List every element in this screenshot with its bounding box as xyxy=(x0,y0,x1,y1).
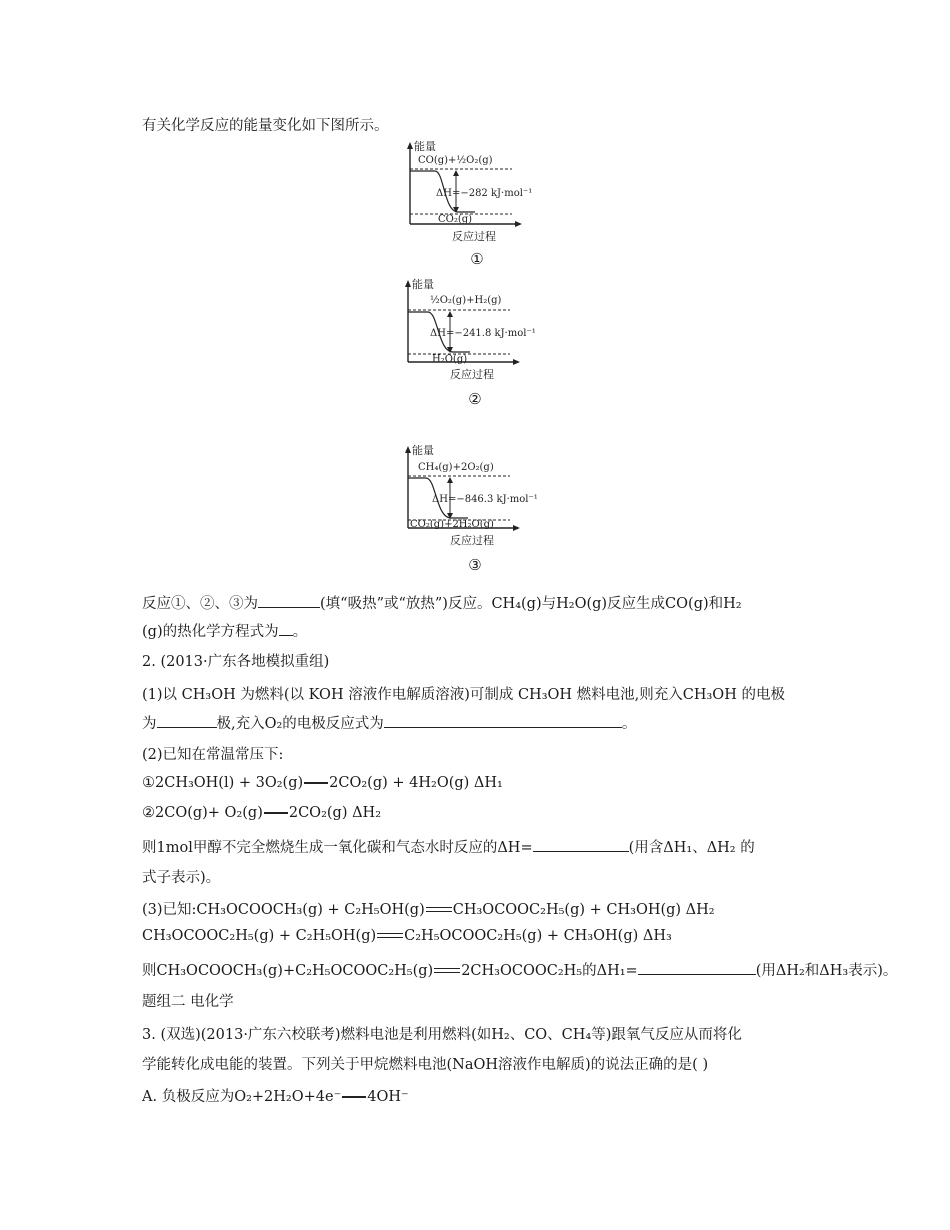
y-axis-label: 能量 xyxy=(414,140,436,153)
q2-p1d: 。 xyxy=(621,716,637,732)
q2-part3-line1 xyxy=(142,898,715,919)
q2-qb: (用含ΔH₁、ΔH₂ 的 xyxy=(628,840,755,856)
delta-h-label: ΔH=−282 kJ·mol⁻¹ xyxy=(436,188,533,199)
section-title: 题组二 电化学 xyxy=(142,994,234,1010)
answer-blank[interactable] xyxy=(279,621,293,636)
product-label: CO₂(g) xyxy=(438,214,473,225)
q2-header: 2. (2013·广东各地模拟重组) xyxy=(142,654,330,670)
diagram-2-caption: ② xyxy=(468,390,482,408)
delta-h-label: ΔH=−241.8 kJ·mol⁻¹ xyxy=(430,328,536,339)
q2-question-line2: 式子表示)。 xyxy=(142,870,221,886)
q3-line2: 学能转化成电能的装置。下列关于甲烷燃料电池(NaOH溶液作电解质)的说法正确的是( ) xyxy=(142,1057,709,1073)
p3b-right: C₂H₅OCOOC₂H₅(g) + CH₃OH(g) ΔH₃ xyxy=(404,928,672,944)
q2-equation-2 xyxy=(142,805,381,821)
x-axis-label: 反应过程 xyxy=(450,534,494,547)
q3-option-a[interactable] xyxy=(142,1085,409,1106)
product-label: H₂O(g) xyxy=(432,354,468,365)
y-axis-label: 能量 xyxy=(412,444,434,457)
option-a-left: A. 负极反应为O₂+2H₂O+4e⁻ xyxy=(142,1089,342,1105)
q1-line-2 xyxy=(142,620,307,641)
equals-arrow xyxy=(342,1096,366,1098)
equals-arrow xyxy=(304,782,328,784)
q2-part1-line2 xyxy=(142,712,636,733)
q2-equation-1 xyxy=(142,775,503,791)
q1-line-1 xyxy=(142,592,742,613)
reactant-label: ½O₂(g)+H₂(g) xyxy=(430,295,502,306)
equilibrium-arrow xyxy=(377,932,403,940)
reactant-label: CH₄(g)+2O₂(g) xyxy=(418,462,494,473)
p3c-mid: 2CH₃OCOOC₂H₅的ΔH₁= xyxy=(461,963,638,979)
product-label: CO₂(g)+2H₂O(g) xyxy=(410,519,494,530)
answer-blank[interactable] xyxy=(384,713,622,728)
intro-text: 有关化学反应的能量变化如下图所示。 xyxy=(142,118,389,134)
q2-question-line1 xyxy=(142,836,755,857)
answer-blank[interactable] xyxy=(638,960,756,975)
q1-text-d: 。 xyxy=(292,624,308,640)
energy-diagram-3 xyxy=(398,444,558,548)
p3-left: (3)已知:CH₃OCOOCH₃(g) + C₂H₅OH(g) xyxy=(142,902,425,918)
p3c-right: (用ΔH₂和ΔH₃表示)。 xyxy=(755,963,898,979)
q2-qa: 则1mol甲醇不完全燃烧生成一氧化碳和气态水时反应的ΔH= xyxy=(142,840,533,856)
option-a-right: 4OH⁻ xyxy=(367,1089,409,1105)
eq1-right: 2CO₂(g) + 4H₂O(g) ΔH₁ xyxy=(329,775,503,791)
diagram-3-caption: ③ xyxy=(468,556,482,574)
q2-p1b: 为 xyxy=(142,716,157,732)
p3b-left: CH₃OCOOC₂H₅(g) + C₂H₅OH(g) xyxy=(142,928,377,944)
delta-h-label: ΔH=−846.3 kJ·mol⁻¹ xyxy=(432,494,538,505)
answer-blank[interactable] xyxy=(533,837,629,852)
equilibrium-arrow xyxy=(426,906,452,914)
q1-text-b: (填“吸热”或“放热”)反应。CH₄(g)与H₂O(g)反应生成CO(g)和H₂ xyxy=(320,596,742,612)
diagram-1-caption: ① xyxy=(470,250,484,268)
eq2-right: 2CO₂(g) ΔH₂ xyxy=(288,805,382,821)
eq2-left: ②2CO(g)+ O₂(g) xyxy=(142,805,263,821)
q2-part3-line3 xyxy=(142,959,897,980)
energy-diagram-2 xyxy=(398,278,558,382)
p3-right: CH₃OCOOC₂H₅(g) + CH₃OH(g) ΔH₂ xyxy=(452,902,715,918)
p3c-left: 则CH₃OCOOCH₃(g)+C₂H₅OCOOC₂H₅(g) xyxy=(142,963,434,979)
energy-diagram-1 xyxy=(400,140,560,244)
q1-text-c: (g)的热化学方程式为 xyxy=(142,624,279,640)
q2-part1-line1: (1)以 CH₃OH 为燃料(以 KOH 溶液作电解质溶液)可制成 CH₃OH 燃料电池,则充入CH₃OH 的电极 xyxy=(142,687,785,703)
reactant-label: CO(g)+½O₂(g) xyxy=(418,155,493,166)
eq1-left: ①2CH₃OH(l) + 3O₂(g) xyxy=(142,775,304,791)
answer-blank[interactable] xyxy=(258,593,320,608)
q2-p1c: 极,充入O₂的电极反应式为 xyxy=(216,716,384,732)
equilibrium-arrow xyxy=(434,967,460,975)
q1-text-a: 反应①、②、③为 xyxy=(142,596,258,612)
answer-blank[interactable] xyxy=(157,713,217,728)
x-axis-label: 反应过程 xyxy=(452,230,496,243)
equals-arrow xyxy=(264,812,288,814)
q2-part3-line2 xyxy=(142,928,672,944)
q2-part2: (2)已知在常温常压下: xyxy=(142,747,284,763)
x-axis-label: 反应过程 xyxy=(450,368,494,381)
q3-line1: 3. (双选)(2013·广东六校联考)燃料电池是利用燃料(如H₂、CO、CH₄等)跟氧气反应从而将化 xyxy=(142,1027,742,1043)
y-axis-label: 能量 xyxy=(412,278,434,291)
